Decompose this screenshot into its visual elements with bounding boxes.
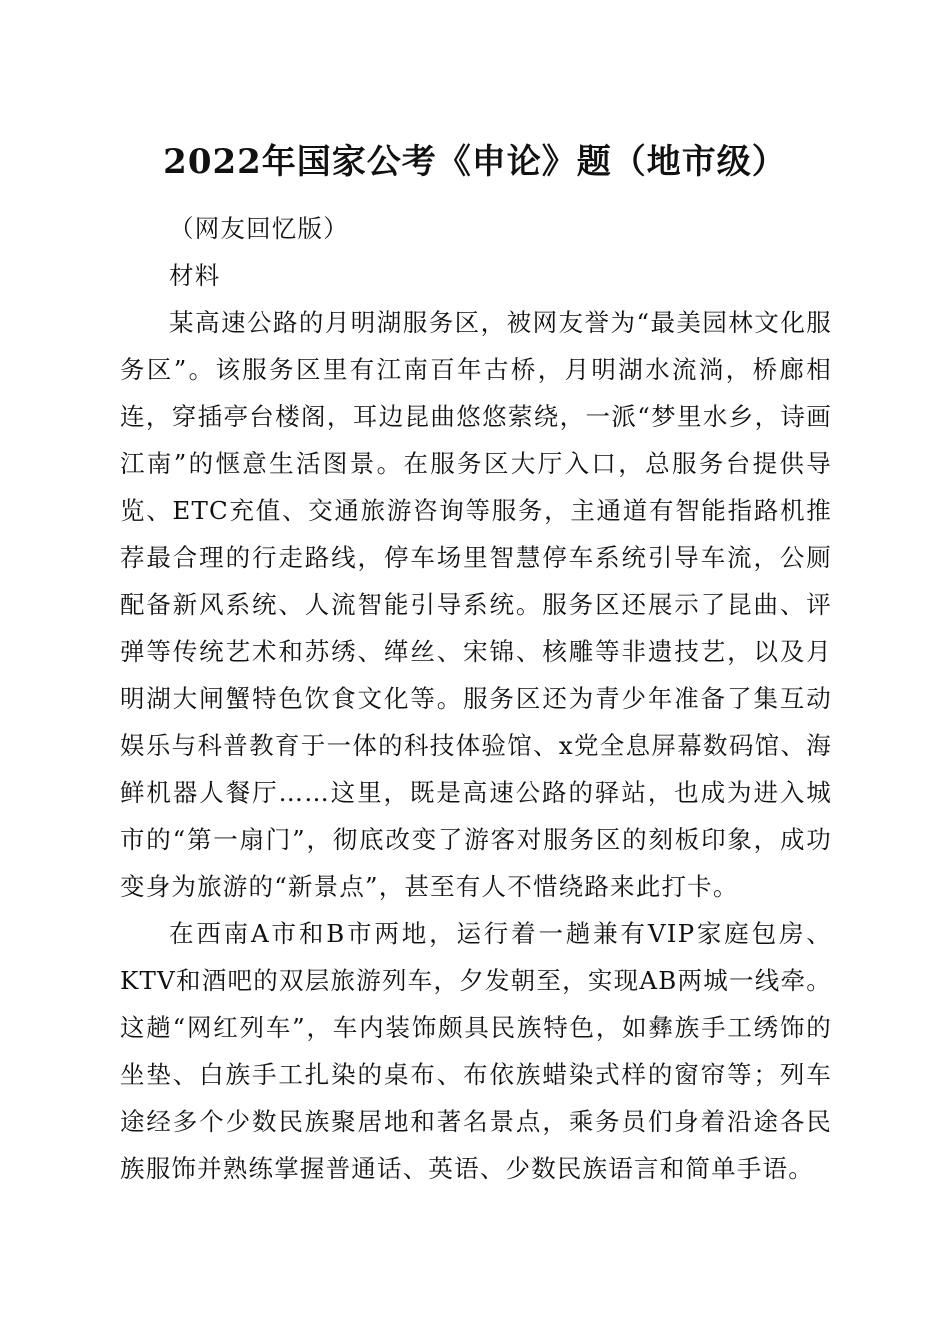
subtitle-note: （网友回忆版） xyxy=(169,214,349,243)
document-body xyxy=(120,205,832,1192)
section-label: 材料 xyxy=(169,261,221,290)
paragraph-tourist-train: 在西南A市和B市两地，运行着一趟兼有VIP家庭包房、KTV和酒吧的双层旅游列车，夕发朝至，实现AB两城一线牵。这趟“网红列车”，车内装饰颇具民族特色，如彝族手工绣饰的坐垫、白族手工扎染的桌布、布依族蜡染式样的窗帘等；列车途经多个少数民族聚居地和著名景点，乘务员们身着沿途各民族服饰并熟练掌握普通话、英语、少数民族语言和简单手语。 xyxy=(120,919,832,1183)
document-title: 2022年国家公考《申论》题（地市级） xyxy=(163,142,787,182)
paragraph-service-area: 某高速公路的月明湖服务区，被网友誉为“最美园林文化服务区”。该服务区里有江南百年古桥，月明湖水流淌，桥廊相连，穿插亭台楼阁，耳边昆曲悠悠萦绕，一派“梦里水乡，诗画江南”的惬意生活图景。在服务区大厅入口，总服务台提供导览、ETC充值、交通旅游咨询等服务，主通道有智能指路机推荐最合理的行走路线，停车场里智慧停车系统引导车流，公厕配备新风系统、人流智能引导系统。服务区还展示了昆曲、评弹等传统艺术和苏绣、缂丝、宋锦、核雕等非遗技艺，以及月明湖大闸蟹特色饮食文化等。服务区还为青少年准备了集互动娱乐与科普教育于一体的科技体验馆、x党全息屏幕数码馆、海鲜机器人餐厅……这里，既是高速公路的驿站，也成为进入城市的“第一扇门”，彻底改变了游客对服务区的刻板印象，成功变身为旅游的“新景点”，甚至有人不惜绕路来此打卡。 xyxy=(120,308,832,901)
